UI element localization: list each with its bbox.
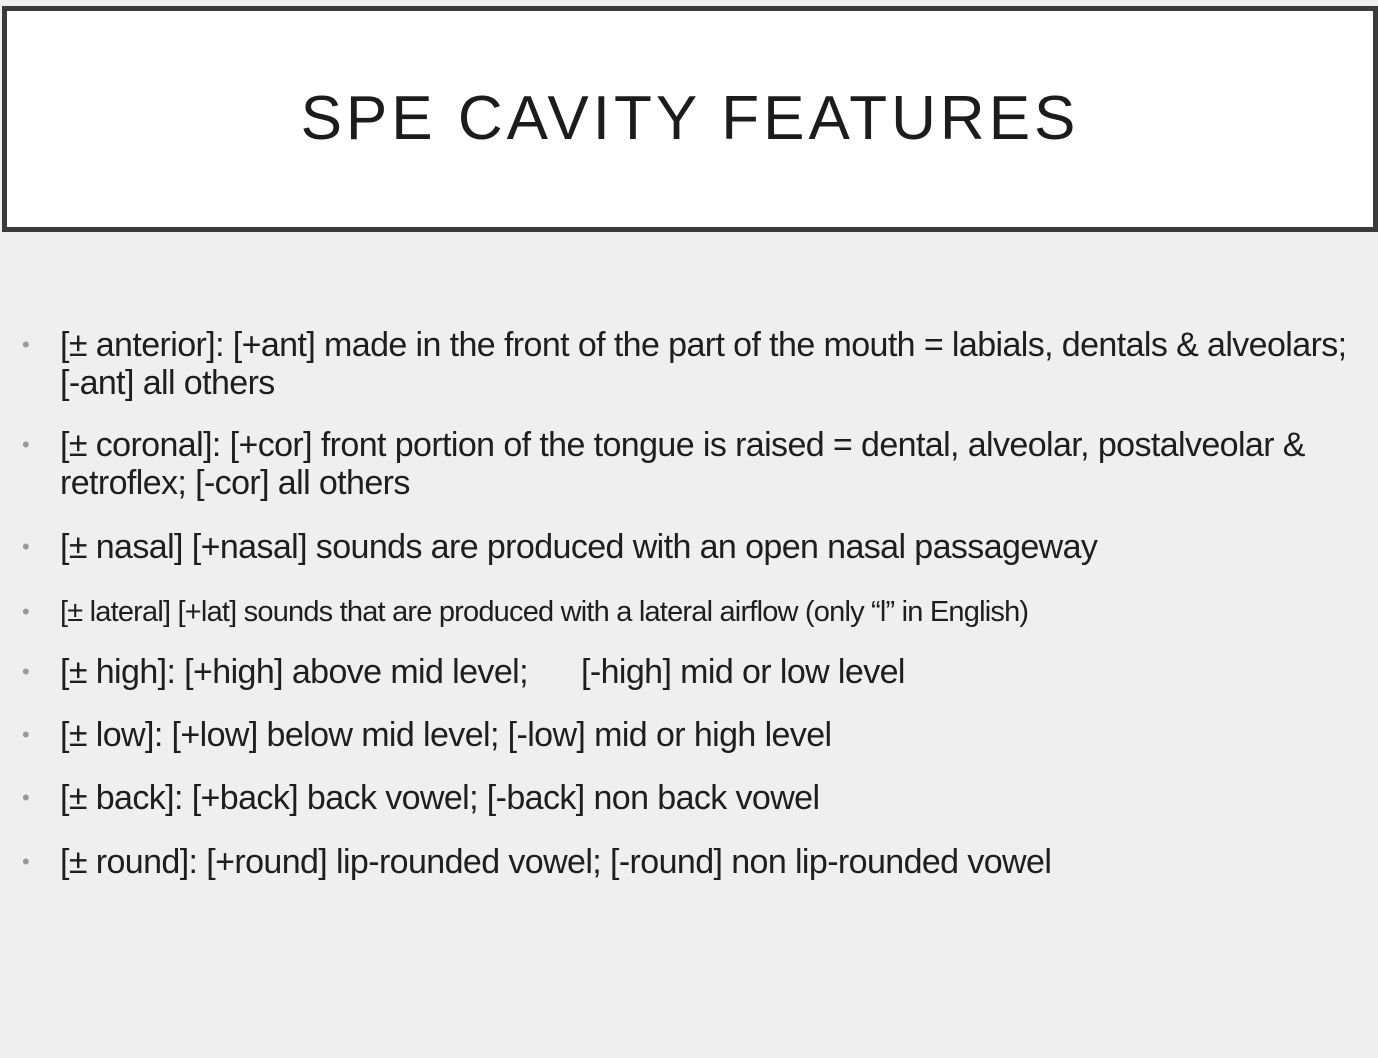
bullet-list [0, 326, 1378, 881]
bullet-lateral [0, 593, 1378, 631]
bullet-coronal [0, 426, 1378, 502]
bullet-text: [± round]: [+round] lip-rounded vowel; [-round] non lip-rounded vowel [60, 843, 1052, 881]
bullet-text: [± back]: [+back] back vowel; [-back] non back vowel [60, 779, 820, 817]
bullet-text: [± coronal]: [+cor] front portion of the tongue is raised = dental, alveolar, postalveolar & retroflex; [-cor] all others [60, 426, 1305, 502]
bullet-anterior [0, 326, 1378, 402]
bullet-text: [± anterior]: [+ant] made in the front of the part of the mouth = labials, dentals & alveolars; [-ant] all others [60, 326, 1347, 402]
bullet-text: [± nasal] [+nasal] sounds are produced with an open nasal passageway [60, 528, 1098, 566]
slide-title: SPE CAVITY FEATURES [300, 84, 1080, 153]
bullet-marker: • [22, 332, 30, 357]
title-box [2, 6, 1378, 232]
bullet-marker: • [22, 534, 30, 559]
bullet-marker: • [22, 785, 30, 810]
bullet-marker: • [22, 722, 30, 747]
bullet-marker: • [22, 599, 29, 624]
bullet-nasal [0, 528, 1378, 566]
bullet-marker: • [22, 659, 30, 684]
bullet-marker: • [22, 849, 30, 874]
bullet-text: [± high]: [+high] above mid level; [-high] mid or low level [60, 653, 905, 691]
bullet-text: [± lateral] [+lat] sounds that are produced with a lateral airflow (only “l” in English) [60, 596, 1029, 628]
bullet-low [0, 716, 1378, 754]
bullet-text: [± low]: [+low] below mid level; [-low] mid or high level [60, 716, 832, 754]
bullet-round [0, 843, 1378, 881]
bullet-high [0, 653, 1378, 691]
bullet-marker: • [22, 432, 30, 457]
bullet-back [0, 779, 1378, 817]
